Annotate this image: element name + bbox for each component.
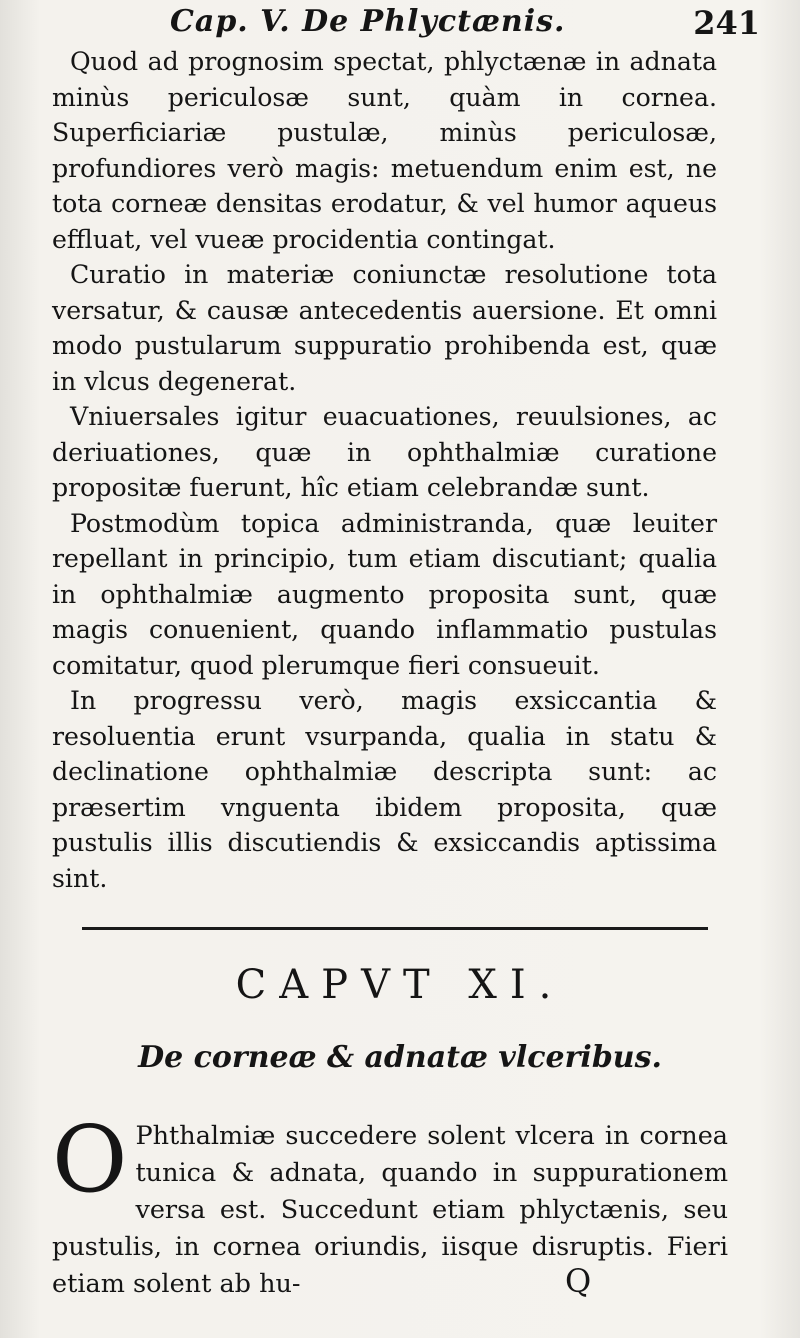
paragraph-vniuersales: Vniuersales igitur euacuationes, reuulsiones, ac deriuationes, quæ in ophthalmiæ curatione propositæ fuerunt, hîc etiam celebrandæ sunt.: [52, 402, 717, 502]
drop-cap: O: [52, 1106, 128, 1213]
paragraph-curatio: Curatio in materiæ coniunctæ resolutione tota versatur, & causæ antecedentis auersione. Et omni modo pustularum suppuratio prohibenda est, quæ in vlcus degenerat.: [52, 260, 717, 396]
catchword: Q: [565, 1262, 592, 1300]
paragraph-prognosis: Quod ad prognosim spectat, phlyctænæ in adnata minùs periculosæ sunt, quàm in cornea. Superficiariæ pustulæ, minùs periculosæ, profundiores verò magis: metuendum enim est, ne tota corneæ densitas erodatur, & vel humor aqueus effluat, vel vueæ procidentia contingat.: [52, 47, 717, 254]
chapter-subtitle: De corneæ & adnatæ vlceribus.: [138, 1040, 662, 1075]
chapter-title: CAPVT XI.: [235, 962, 565, 1008]
page-header: [60, 4, 760, 44]
body-text: [52, 44, 717, 896]
paragraph-progressu: In progressu verò, magis exsiccantia & resoluentia erunt vsurpanda, qualia in statu & declinatione ophthalmiæ descripta sunt: ac præsertim vnguenta ibidem proposita, quæ pustulis illis discutiendis & exsiccandis aptissima sint.: [52, 686, 717, 893]
paragraph-topica: Postmodùm topica administranda, quæ leuiter repellant in principio, tum etiam discutiant; qualia in ophthalmiæ augmento proposita sunt, quæ magis conuenient, quando inflammatio pustulas comitatur, quod plerumque fieri consueuit.: [52, 508, 717, 680]
running-head: Cap. V. De Phlyctænis.: [170, 4, 566, 39]
chapter-text: [52, 1106, 728, 1303]
chapter-paragraph: Phthalmiæ succedere solent vlcera in cornea tunica & adnata, quando in suppurationem versa est. Succedunt etiam phlyctænis, seu pustulis, in cornea oriundis, iisque disruptis. Fieri etiam solent ab hu-: [52, 1121, 728, 1299]
section-rule: [82, 927, 708, 930]
page-number: 241: [693, 4, 760, 42]
